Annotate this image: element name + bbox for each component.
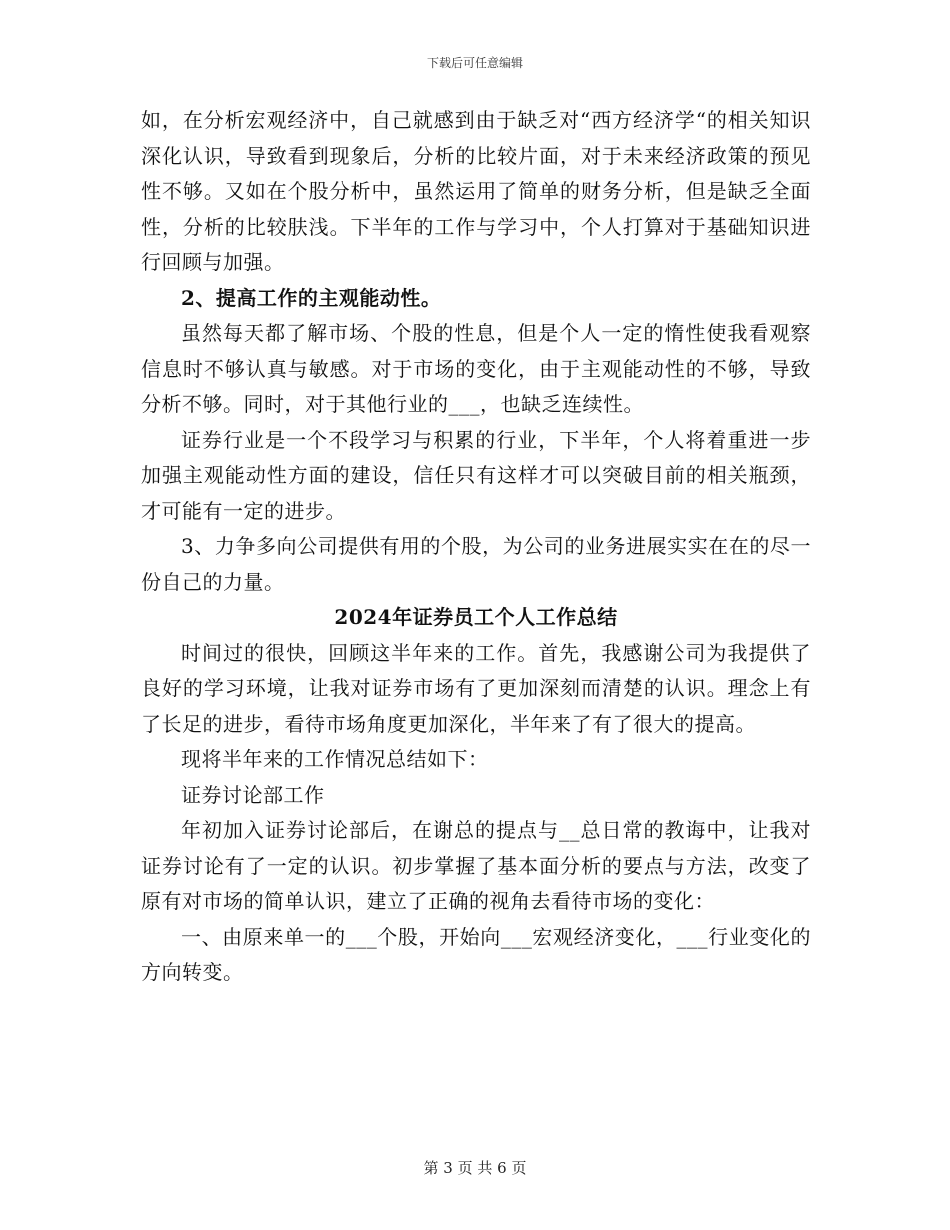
page-header: 下载后可任意编辑: [426, 56, 523, 70]
paragraph: 现将半年来的工作情况总结如下：: [181, 747, 489, 771]
paragraph: 时间过的很快，回顾这半年来的工作。首先，我感谢公司为我提供了良好的学习环境，让我对证券市场有了更加深刻而清楚的认识。理念上有了长足的进步，看待市场角度更加深化，半年来了有了很大的提高。: [141, 640, 811, 736]
document-body: [141, 103, 811, 991]
paragraph: 年初加入证券讨论部后，在谢总的提点与__总日常的教诲中，让我对证券讨论有了一定的认识。初步掌握了基本面分析的要点与方法，改变了原有对市场的简单认识，建立了正确的视角去看待市场的变化：: [141, 818, 811, 913]
paragraph: 证券行业是一个不段学习与积累的行业，下半年，个人将着重进一步加强主观能动性方面的建设，信任只有这样才可以突破目前的相关瓶颈，才可能有一定的进步。: [141, 427, 811, 523]
document-title: 2024年证券员工个人工作总结: [334, 605, 618, 629]
page-number: 第 3 页 共 6 页: [423, 1159, 527, 1177]
paragraph-continued: 如，在分析宏观经济中，自己就感到由于缺乏对“西方经济学“的相关知识深化认识，导致看到现象后，分析的比较片面，对于未来经济政策的预见性不够。又如在个股分析中，虽然运用了简单的财务分析，但是缺乏全面性，分析的比较肤浅。下半年的工作与学习中，个人打算对于基础知识进行回顾与加强。: [141, 108, 811, 274]
section-item-3: 3、力争多向公司提供有用的个股，为公司的业务进展实实在在的尽一份自己的力量。: [141, 534, 811, 594]
subsection-label: 证券讨论部工作: [181, 782, 325, 807]
section-heading-2: 2、提高工作的主观能动性。: [181, 285, 442, 310]
list-item-1: 一、由原来单一的___个股，开始向___宏观经济变化，___行业变化的方向转变。: [141, 924, 811, 984]
paragraph: 虽然每天都了解市场、个股的性息，但是个人一定的惰性使我看观察信息时不够认真与敏感。对于市场的变化，由于主观能动性的不够，导致分析不够。同时，对于其他行业的___，也缺乏连续性。: [141, 321, 811, 416]
